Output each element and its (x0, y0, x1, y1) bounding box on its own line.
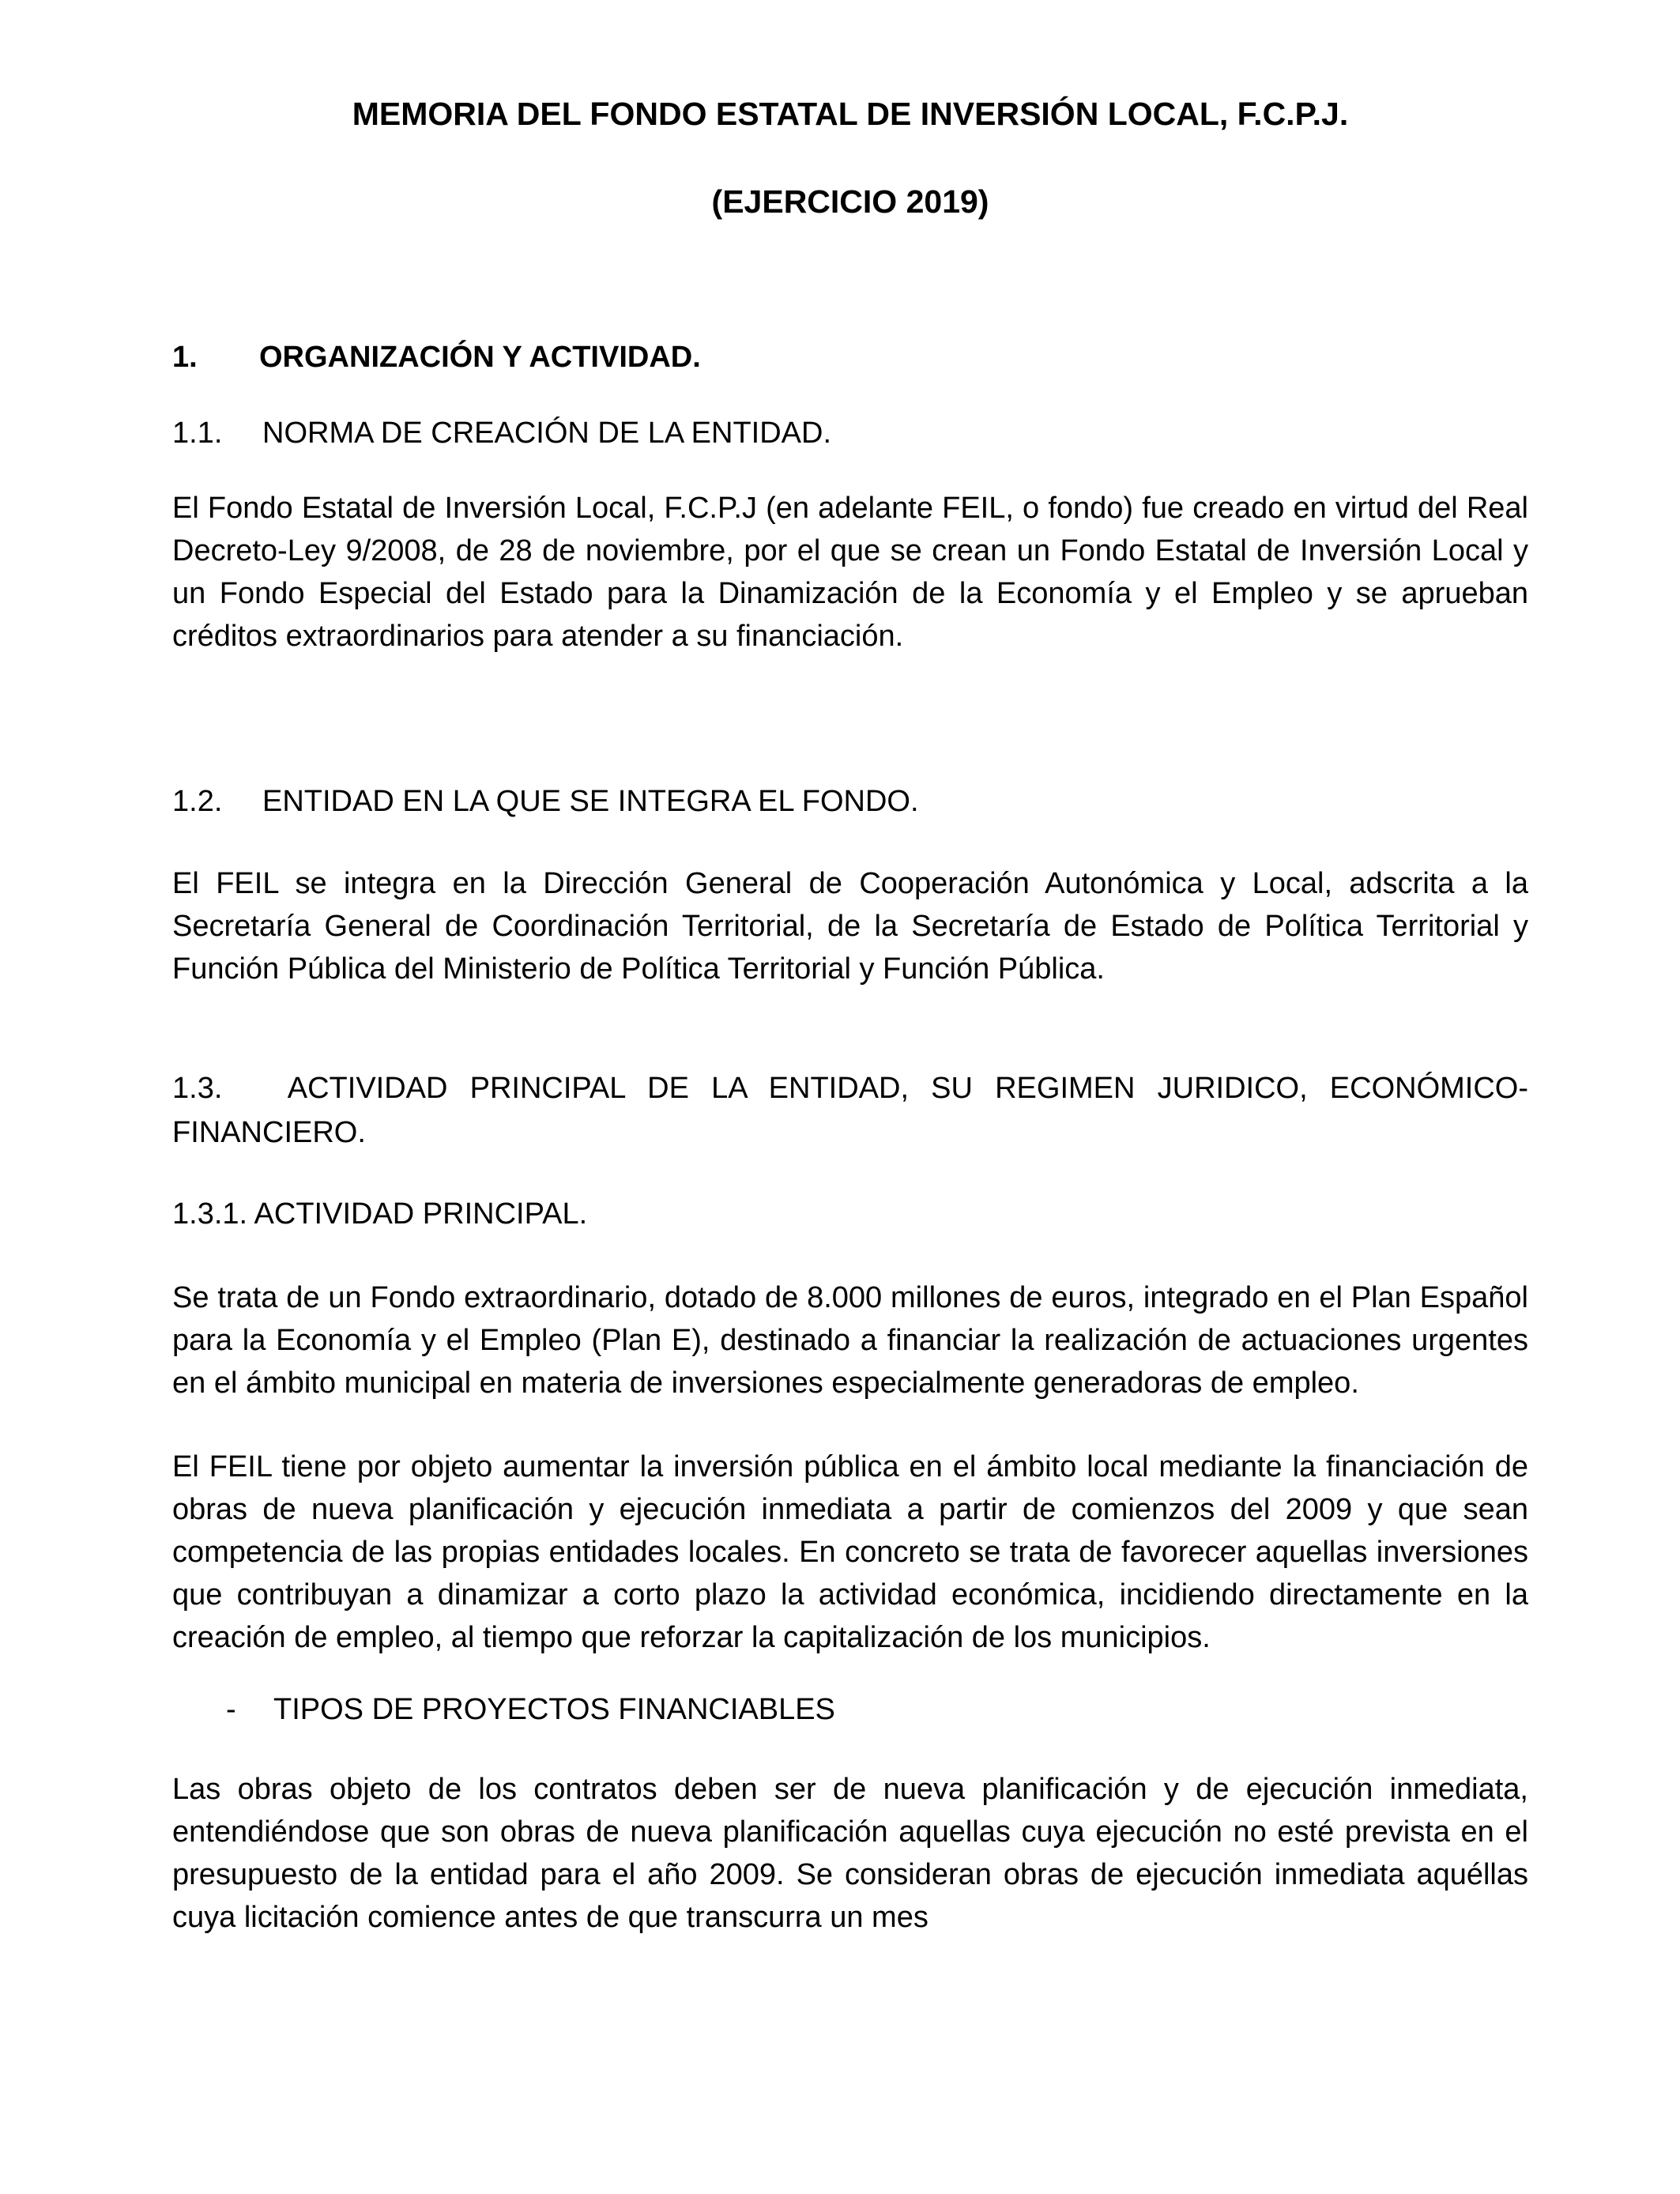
section-1-1-number: 1.1. (172, 416, 223, 450)
section-1-1-title: NORMA DE CREACIÓN DE LA ENTIDAD. (262, 416, 832, 450)
bullet-dash: - (226, 1693, 236, 1727)
section-1-2-paragraph: El FEIL se integra en la Dirección General de Cooperación Autonómica y Local, adscrita a la Secretaría General de Coordinación Territorial, de la Secretaría de Estado de Política Territorial y Función Pública del Ministerio de Política Territorial y Función Pública. (172, 867, 1528, 986)
section-1-number: 1. (172, 341, 198, 375)
bullet-label: TIPOS DE PROYECTOS FINANCIABLES (273, 1693, 835, 1727)
document-title: MEMORIA DEL FONDO ESTATAL DE INVERSIÓN LOCAL, F.C.P.J. (352, 96, 1349, 132)
document-content (172, 95, 1528, 1939)
section-1-heading (172, 340, 1528, 376)
section-1-2-number: 1.2. (172, 784, 223, 818)
section-1-3-1-paragraph-2: El FEIL tiene por objeto aumentar la inversión pública en el ámbito local mediante la financiación de obras de nueva planificación y ejecución inmediata a partir de comienzos del 2009 y que sean competencia de las propias entidades locales. En concreto se trata de favorecer aquellas inversiones que contribuyan a dinamizar a corto plazo la actividad económica, incidiendo directamente en la creación de empleo, al tiempo que reforzar la capitalización de los municipios. (172, 1450, 1528, 1655)
bullet-paragraph: Las obras objeto de los contratos deben ser de nueva planificación y de ejecución inmediata, entendiéndose que son obras de nueva planificación aquellas cuya ejecución no esté prevista en el presupuesto de la entidad para el año 2009. Se consideran obras de ejecución inmediata aquéllas cuya licitación comience antes de que transcurra un mes (172, 1772, 1528, 1934)
section-1-title: ORGANIZACIÓN Y ACTIVIDAD. (259, 341, 701, 375)
section-1-3-1-heading: 1.3.1. ACTIVIDAD PRINCIPAL. (172, 1197, 588, 1231)
section-1-3-heading: 1.3. ACTIVIDAD PRINCIPAL DE LA ENTIDAD, SU REGIMEN JURIDICO, ECONÓMICO-FINANCIERO. (172, 1072, 1528, 1150)
section-1-3-1-paragraph-1: Se trata de un Fondo extraordinario, dotado de 8.000 millones de euros, integrado en el Plan Español para la Economía y el Empleo (Plan E), destinado a financiar la realización de actuaciones urgentes en el ámbito municipal en materia de inversiones especialmente generadoras de empleo. (172, 1281, 1528, 1400)
section-1-2-title: ENTIDAD EN LA QUE SE INTEGRA EL FONDO. (262, 784, 919, 818)
document-subtitle: (EJERCICIO 2019) (711, 183, 989, 221)
bullet-item (172, 1692, 1528, 1728)
section-1-1-heading (172, 416, 1528, 452)
section-1-2-heading (172, 784, 1528, 820)
section-1-1-paragraph: El Fondo Estatal de Inversión Local, F.C.P.J (en adelante FEIL, o fondo) fue creado en virtud del Real Decreto-Ley 9/2008, de 28 de noviembre, por el que se crean un Fondo Estatal de Inversión Local y un Fondo Especial del Estado para la Dinamización de la Economía y el Empleo y se aprueban créditos extraordinarios para atender a su financiación. (172, 491, 1528, 653)
